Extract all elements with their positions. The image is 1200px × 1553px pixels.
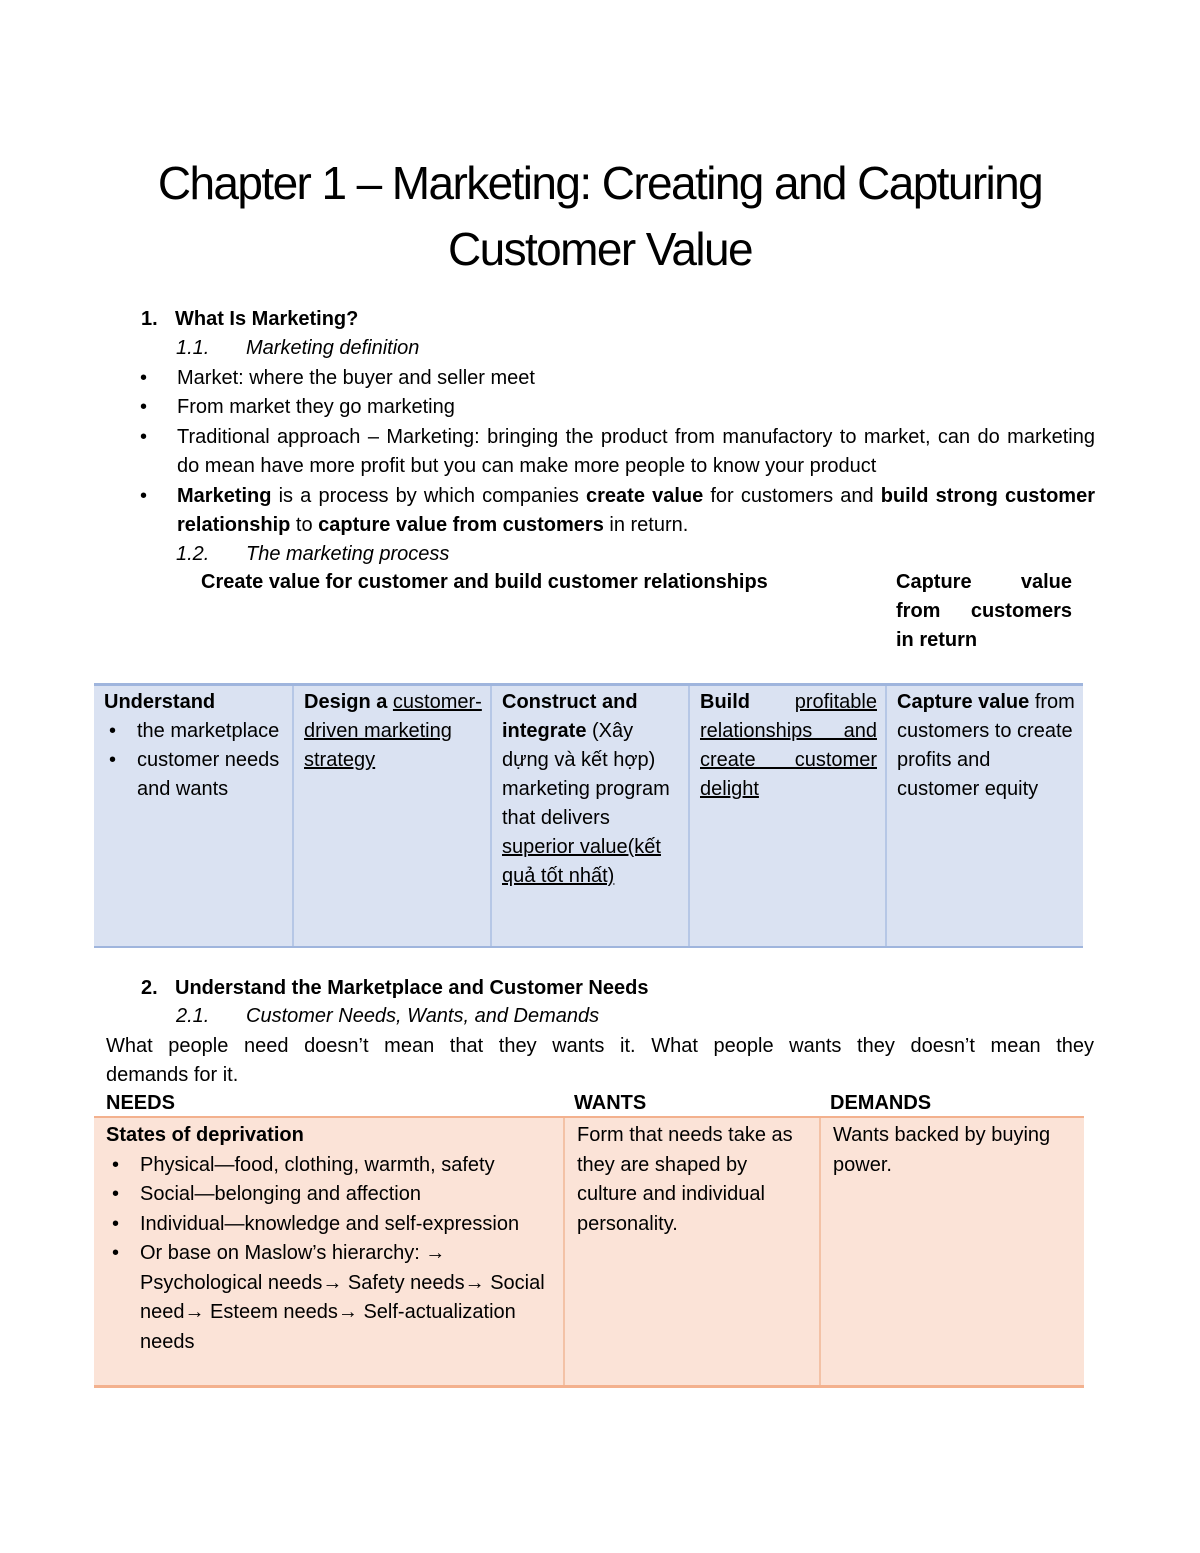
column-header-needs: NEEDS <box>106 1092 175 1114</box>
process-header-right: Capture value from customers in return <box>896 571 1072 651</box>
needs-cell: States of deprivation • Physical—food, clothing, warmth, safety • Social—belonging and affection • Individual—knowledge and self-expression • Or base on Maslow’s hierarchy: → Psychological needs→ Safety needs→ Social need→ Esteem needs→ Self-actualization needs <box>94 1118 563 1385</box>
process-cell-construct: Construct and integrate (Xây dựng và kết hợp) marketing program that delivers superior value(kết quả tốt nhất) <box>490 686 688 946</box>
list-item: • customer needs and wants <box>104 746 284 804</box>
needs-intro-paragraph: What people need doesn’t mean that they wants it. What people wants they doesn’t mean they demands for it. <box>106 1035 1094 1086</box>
process-cell-capture: Capture value from customers to create profits and customer equity <box>885 686 1083 946</box>
list-item: • the marketplace <box>104 717 284 746</box>
list-item-definition: • Marketing is a process by which companies create value for customers and build strong customer relationship to capture value from customers in return. <box>140 482 1095 540</box>
list-item: • From market they go marketing <box>140 393 1095 422</box>
list-item: • Traditional approach – Marketing: bringing the product from manufactory to market, can do marketing do mean have more profit but you can make more people to know your product <box>140 423 1095 481</box>
subsection-1-2: 1.2. The marketing process <box>176 543 450 565</box>
list-item: • Physical—food, clothing, warmth, safety <box>106 1151 555 1181</box>
process-header-left: Create value for customer and build customer relationships <box>201 571 768 593</box>
column-header-wants: WANTS <box>574 1092 647 1114</box>
column-header-demands: DEMANDS <box>830 1092 932 1114</box>
section-1-heading: 1. What Is Marketing? <box>141 308 359 330</box>
subsection-1-1: 1.1. Marketing definition <box>176 337 420 359</box>
list-item: • Individual—knowledge and self-expression <box>106 1210 555 1240</box>
wants-cell: Form that needs take as they are shaped by culture and individual personality. <box>563 1118 819 1385</box>
process-cell-build: Build profitable relationships and create customer delight <box>688 686 885 946</box>
section-2-heading: 2. Understand the Marketplace and Customer Needs <box>141 977 649 999</box>
title-line-1: Chapter 1 – Marketing: Creating and Capturing <box>157 157 1043 209</box>
process-cell-understand: Understand • the marketplace • customer needs and wants <box>94 686 292 946</box>
list-item: • Or base on Maslow’s hierarchy: → Psychological needs→ Safety needs→ Social need→ Esteem needs→ Self-actualization needs <box>106 1239 555 1357</box>
process-cell-design: Design a customer-driven marketing strategy <box>292 686 490 946</box>
title-line-2: Customer Value <box>447 223 752 275</box>
bullet-icon: • <box>140 426 148 448</box>
list-item: • Social—belonging and affection <box>106 1180 555 1210</box>
needs-wants-demands-table <box>94 1116 1084 1388</box>
page-title <box>100 150 1100 282</box>
bullet-icon: • <box>140 485 148 507</box>
subsection-2-1: 2.1. Customer Needs, Wants, and Demands <box>176 1005 600 1027</box>
list-item: • Market: where the buyer and seller meet <box>140 364 1095 393</box>
bullet-icon: • <box>140 367 148 389</box>
marketing-process-table <box>94 683 1083 948</box>
bullet-icon: • <box>140 396 148 418</box>
demands-cell: Wants backed by buying power. <box>819 1118 1084 1385</box>
